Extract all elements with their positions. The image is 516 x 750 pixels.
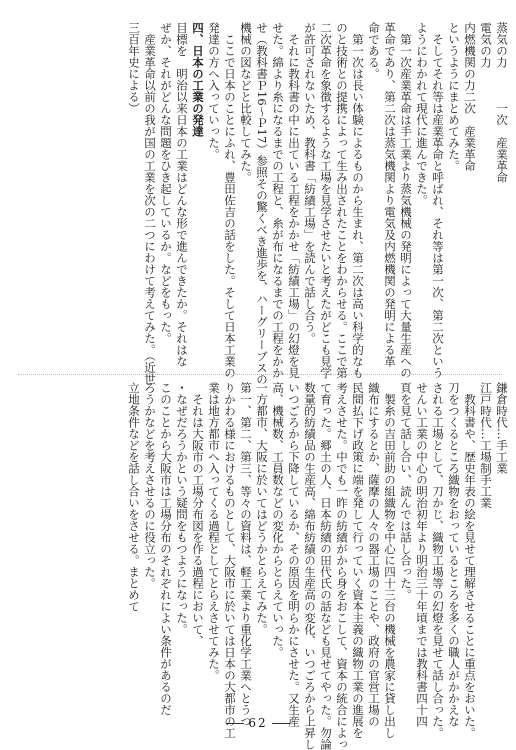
text-column: 第一次は長い体験によるものから生まれ、第二次は高い科学的なも <box>351 22 365 379</box>
text-column: 業は地方都市へ入ってくる過程としてとらえさせてみた。 <box>207 382 221 681</box>
text-column: 命である。 <box>367 22 381 80</box>
text-column: 民間払下げ政策に端を発して行っていく資本主義の織物工業の進展を <box>351 382 365 739</box>
text-column: 製糸の吉田前助の組織物を中心に四十三台の機械を農家に貸し出し <box>383 382 397 739</box>
text-column: のと技術との提携によって生み出されたことをわからせる。ここで第 <box>335 22 349 379</box>
text-column: 機械の図などと比較してみた。 <box>239 22 253 183</box>
text-column: 産業革命以前の我が国の工業を次の二つにわけて考えてみた。（近世 <box>143 22 157 385</box>
text-column: 三百年史による） <box>127 22 141 114</box>
text-column: 一方都市、大阪に於いてはどうかとらえてみた。 <box>255 382 269 635</box>
text-column: ようにわかれて現代に進んできた。 <box>415 22 429 206</box>
text-column: というようにまとめてみた。 <box>447 22 461 172</box>
text-column: 目標を 明治以来日本の工業はどんな形で進んできたか。それはな <box>175 22 189 367</box>
text-column: せた。綿より糸になるまでの工程と、糸が布になるまでの工程をかか <box>271 22 285 379</box>
text-column: りかわる様におけるものとして、大阪市に於いては日本の大都市の工 <box>223 382 237 739</box>
text-column: ぜか、それがどんな問題をひき起しているか。などをもった。 <box>159 22 173 344</box>
text-column: 四、日本の工業の発達 <box>191 22 205 137</box>
section-divider <box>18 374 502 375</box>
text-column: 立地条件などを話し合いをさせる。まとめて <box>127 382 141 612</box>
text-column: 二次革命を象徴するような工場を見学させたいと考えたがどこも見学 <box>319 22 333 379</box>
text-column: 高、機械数、工員数などの変化からとらえていった。 <box>271 382 285 658</box>
text-column: いつごろから下降しているか、その原因を明らかにさせた。又生産 <box>287 382 301 727</box>
text-column: ここで日本のことにふれ、豊田佐吉の話をした。そして日本工業の <box>223 22 237 379</box>
text-column: 織布にするとか、薩摩の人々の器工場のことや、政府の官営工場の <box>367 382 381 727</box>
dash-right <box>272 723 290 724</box>
upper-text-block <box>5 22 510 385</box>
dash-left <box>226 723 244 724</box>
text-column: て育った。郷土の人、日本紡績の田代氏の話なども見せてやった。勿論 <box>319 382 333 750</box>
text-column: 刀をつくるところ織物をおっているところを多くの職人がかかえな <box>447 382 461 727</box>
text-column: 電気の力 <box>479 22 493 68</box>
text-column: それに教科書の中に出ている工程をかかせ「紡績工場」の幻燈を見 <box>287 22 301 379</box>
text-column: せ（教科書Ｐ16～Ｐ17）参照その驚くべき進歩を、ハーグリーブスの <box>255 22 269 385</box>
page-number: 62 <box>248 716 268 730</box>
text-column: 教科書や、歴史年表の絵を見せて理解させることに重点をおいた。 <box>463 382 477 739</box>
text-column: せんい工業の中心の明治初年より明治三十年頃までは教科書四十四 <box>415 382 429 727</box>
text-column: が許可されないため、教科書「紡績工場」を読んで話し合う。 <box>303 22 317 344</box>
text-column: 第一次産業革命は手工業より蒸気機械の発明によって大量生産への <box>399 22 413 379</box>
text-column: 鎌倉時代…手工業 <box>495 382 509 474</box>
text-column: このことから大阪市は工場分布のそれぞれによい条件があるのだ <box>159 382 173 716</box>
text-column: 蒸気の力 一次 産業革命 <box>495 22 509 183</box>
text-column: 内燃機関の力二次 産業革命 <box>463 22 477 172</box>
text-column: それは大阪市の工場分布図を作る過程において、 <box>191 382 205 647</box>
text-column: 考えさせた。中でも一昨の紡績がから身をおこして、資本の統合によっ <box>335 382 349 750</box>
text-column: 数量的紡績品の生産高、綿布紡績の生産高の変化、いつごろから上昇し <box>303 382 317 750</box>
text-column: される工場として、刀かじ、織物工場等の幻燈を見せて話し合った。 <box>431 382 445 739</box>
text-column: ろうかなどを考えさせるのに役立った。 <box>143 382 157 589</box>
text-column: 頁を見て話し合い、読んでは話し合った。 <box>399 382 413 601</box>
page-number-footer <box>0 716 516 730</box>
text-column: 革命であり、第二次は蒸気機関より電気及内燃機関の発明による革 <box>383 22 397 367</box>
text-column: ・なぜだろうかという疑問をもつようになった。 <box>175 382 189 635</box>
text-column: そしてそれ等は産業革命と呼ばれ、それ等は第一次、第二次という <box>431 22 445 379</box>
text-column: 発達の方へ入っていった。 <box>207 22 221 160</box>
text-column: 第一、第二、第三、等々の資料は、軽工業より重化学工業へとうつ <box>239 382 253 727</box>
text-column: 江戸時代…工場制手工業 <box>479 382 493 509</box>
